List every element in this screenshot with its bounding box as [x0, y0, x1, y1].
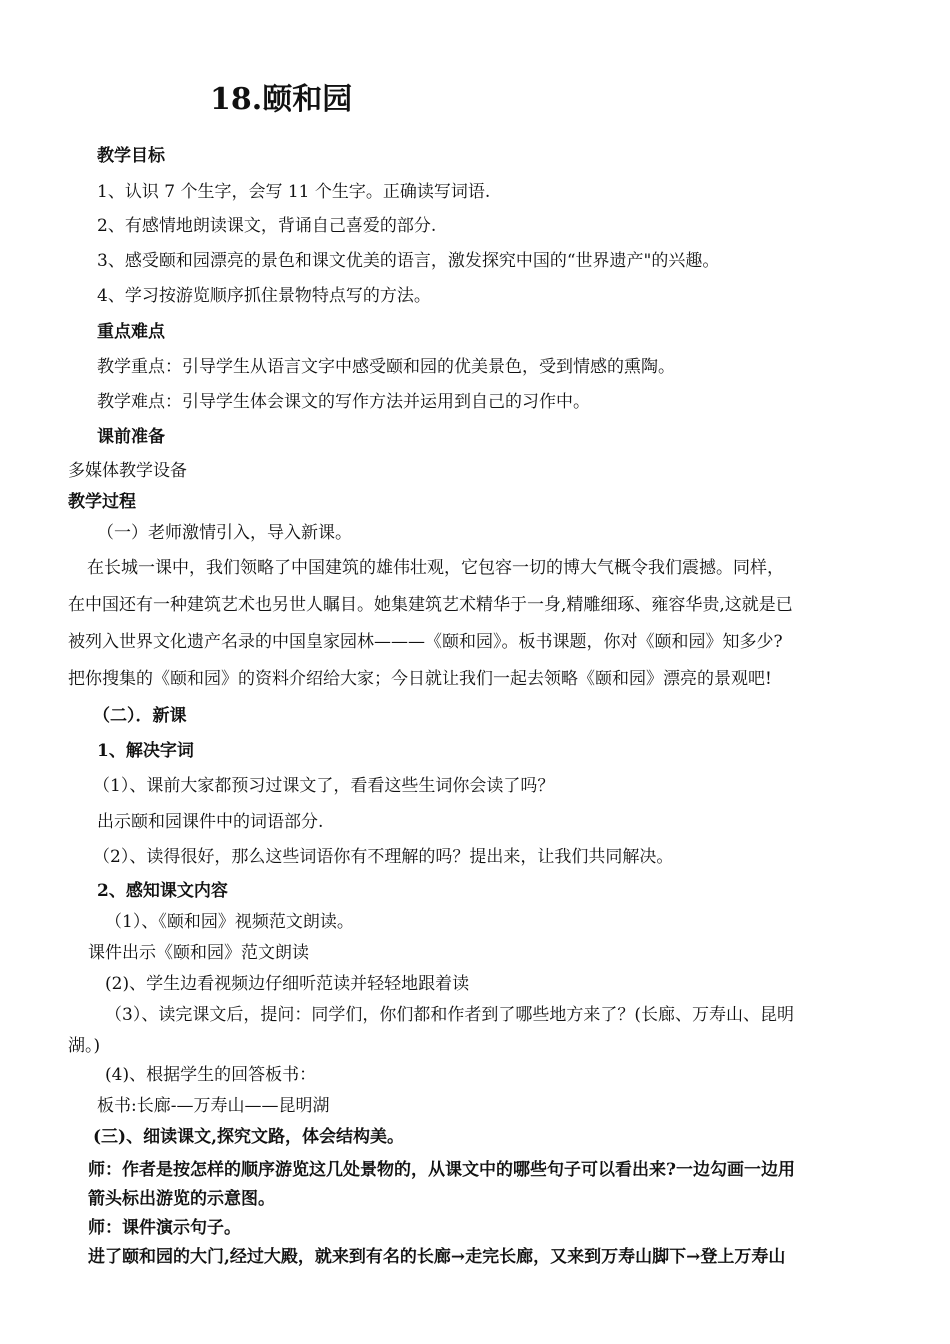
teacher-instruction: 师：课件演示句子。	[88, 1218, 241, 1238]
intro-paragraph-line: 被列入世界文化遗产名录的中国皇家园林———《颐和园》。板书课题，你对《颐和园》知多少?	[68, 632, 783, 652]
key-point: 教学难点：引导学生体会课文的写作方法并运用到自己的习作中。	[97, 392, 590, 412]
key-heading: 重点难点	[97, 322, 165, 342]
route-sentence: 进了颐和园的大门,经过大殿，就来到有名的长廊→走完长廊，又来到万寿山脚下→登上万寿山	[88, 1247, 786, 1267]
read-heading: (三)、细读课文,探究文路，体会结构美。	[93, 1127, 405, 1147]
perceive-step: (4)、根据学生的回答板书：	[105, 1065, 317, 1085]
goals-heading: 教学目标	[97, 146, 165, 166]
goal-item: 3、感受颐和园漂亮的景色和课文优美的语言，激发探究中国的“世界遗产"的兴趣。	[97, 251, 720, 271]
new-lesson-heading: （二）．新课	[93, 706, 187, 726]
process-heading: 教学过程	[68, 492, 136, 512]
perceive-heading: 2、感知课文内容	[97, 881, 228, 901]
prep-text: 多媒体教学设备	[68, 461, 187, 481]
intro-heading: （一）老师激情引入，导入新课。	[97, 523, 352, 543]
key-point: 教学重点：引导学生从语言文字中感受颐和园的优美景色，受到情感的熏陶。	[97, 357, 675, 377]
board-notes: 板书:长廊-—万寿山——昆明湖	[97, 1096, 330, 1116]
solve-step: （2）、读得很好，那么这些词语你有不理解的吗？提出来，让我们共同解决。	[93, 847, 674, 867]
intro-paragraph-line: 把你搜集的《颐和园》的资料介绍给大家；今日就让我们一起去领略《颐和园》漂亮的景观吧!	[68, 669, 772, 689]
goal-item: 1、认识 7 个生字，会写 11 个生字。正确读写词语.	[97, 182, 491, 202]
goal-item: 2、有感情地朗读课文，背诵自己喜爱的部分.	[97, 216, 437, 236]
goal-item: 4、学习按游览顺序抓住景物特点写的方法。	[97, 286, 431, 306]
intro-paragraph-line: 在中国还有一种建筑艺术也另世人瞩目。她集建筑艺术精华于一身,精雕细琢、雍容华贵,这就是已	[68, 595, 793, 615]
perceive-step-note: 课件出示《颐和园》范文朗读	[88, 943, 309, 963]
perceive-step-continued: 湖。)	[68, 1036, 101, 1056]
intro-paragraph-line: 在长城一课中，我们领略了中国建筑的雄伟壮观，它包容一切的博大气概令我们震撼。同样，	[87, 558, 784, 578]
solve-heading: 1、解决字词	[97, 741, 194, 761]
perceive-step: （3）、读完课文后，提问：同学们，你们都和作者到了哪些地方来了？(长廊、万寿山、昆明	[105, 1005, 794, 1025]
prep-heading: 课前准备	[97, 427, 165, 447]
teacher-question: 师：作者是按怎样的顺序游览这几处景物的，从课文中的哪些句子可以看出来?一边勾画一边用	[88, 1160, 795, 1180]
solve-step: （1）、课前大家都预习过课文了，看看这些生词你会读了吗？	[93, 776, 555, 796]
perceive-step: （1）、《颐和园》视频范文朗读。	[105, 912, 354, 932]
page-title: 18.颐和园	[210, 82, 353, 117]
teacher-question-continued: 箭头标出游览的示意图。	[88, 1189, 275, 1209]
perceive-step: (2)、学生边看视频边仔细听范读并轻轻地跟着读	[105, 974, 470, 994]
solve-step-note: 出示颐和园课件中的词语部分.	[97, 812, 324, 832]
